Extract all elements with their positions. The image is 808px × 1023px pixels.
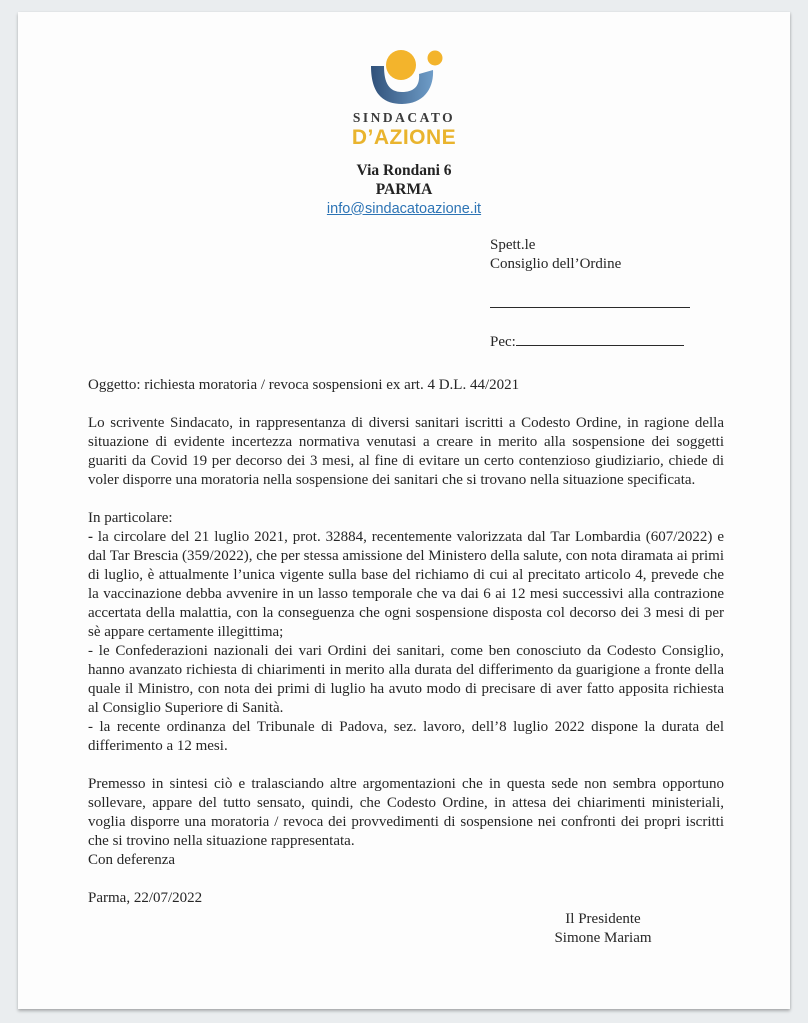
email-link[interactable]: info@sindacatoazione.it bbox=[326, 200, 482, 217]
signature-name: Simone Mariam bbox=[554, 929, 652, 946]
paragraph-closing: Premesso in sintesi ciò e tralasciando altre argomentazioni che in questa sede non sembra opportuno sollevare, appare del tutto sensato, quindi, che Codesto Ordine, in attesa dei chiarimenti ministeriali, voglia disporre una moratoria / revoca dei provvedimenti di sospensione nei confronti dei propri iscritti che si trovino nella situazione rappresentata. bbox=[88, 775, 724, 849]
bullet-circolare-text: la circolare del 21 luglio 2021, prot. 32884, recentemente valorizzata dal Tar Lombardia (607/2022) e dal Tar Brescia (359/2022), che per stessa amissione del Ministero della salute, con nota diramata ai primi di luglio, è attualmente l’unica vigente sulla base del richiamo di cui al precitato articolo 4, prevede che la vaccinazione debba avvenire in un lasso temporale che va dai 6 ai 12 mesi successivi alla contrazione accertata della malattia, con la conseguenza che ogni sospensione disposta col decorso dei 3 mesi di per sè appare certamente illegittima; bbox=[88, 528, 724, 640]
paragraph-intro: Lo scrivente Sindacato, in rappresentanza di diversi sanitari iscritti a Codesto Ordine, in ragione della situazione di evidente incertezza normativa venutasi a creare in merito alla sospensione dei soggetti guariti da Covid 19 per decorso dei 3 mesi, al fine di evitare un certo contenzioso giudiziario, chiede di voler disporre una moratoria nella sospensione dei sanitari che si trovano nella situazione specificata. bbox=[88, 414, 724, 488]
bullet-dash: - bbox=[88, 528, 93, 545]
in-particular-label: In particolare: bbox=[88, 509, 173, 526]
logo-org-name-line1: SINDACATO bbox=[352, 110, 456, 125]
letterhead-address bbox=[18, 161, 790, 219]
blank-fill-line bbox=[490, 307, 690, 308]
signature-title: Il Presidente bbox=[565, 910, 641, 927]
logo-org-name-line2: D’AZIONE bbox=[351, 125, 457, 149]
valediction: Con deferenza bbox=[88, 851, 176, 868]
letterhead-logo bbox=[18, 12, 790, 148]
letter-page bbox=[18, 12, 790, 1009]
date-line: Parma, 22/07/2022 bbox=[88, 889, 203, 906]
bullet-ordinanza: - la recente ordinanza del Tribunale di Padova, sez. lavoro, dell’8 luglio 2022 dispone la durata del differimento a 12 mesi. bbox=[88, 718, 724, 754]
letter-content bbox=[18, 236, 790, 948]
bullet-confederazioni: - le Confederazioni nazionali dei vari Ordini dei sanitari, come ben conosciuto da Codesto Consiglio, hanno avanzato richiesta di chiarimenti in merito alla durata del differimento da guarigione a fronte della quale il Ministro, con nota dei primi di luglio ha avuto modo di precisare di aver fatto apposita richiesta al Consiglio Superiore di Sanità. bbox=[88, 642, 724, 716]
subject-line: Oggetto: richiesta moratoria / revoca sospensioni ex art. 4 D.L. 44/2021 bbox=[88, 376, 520, 393]
recipient-name: Consiglio dell’Ordine bbox=[490, 255, 622, 272]
bullet-circolare bbox=[88, 528, 724, 642]
recipient-block bbox=[490, 236, 724, 352]
pec-label: Pec: bbox=[490, 333, 516, 350]
sindacato-dazione-logo-icon bbox=[356, 50, 452, 108]
signature-block bbox=[508, 910, 698, 948]
logo-sun-icon bbox=[386, 50, 416, 80]
address-street: Via Rondani 6 bbox=[356, 161, 452, 179]
pec-fill-line bbox=[516, 332, 684, 346]
logo-small-dot-icon bbox=[428, 51, 443, 66]
recipient-salutation: Spett.le bbox=[490, 236, 536, 253]
address-city: PARMA bbox=[375, 180, 433, 198]
